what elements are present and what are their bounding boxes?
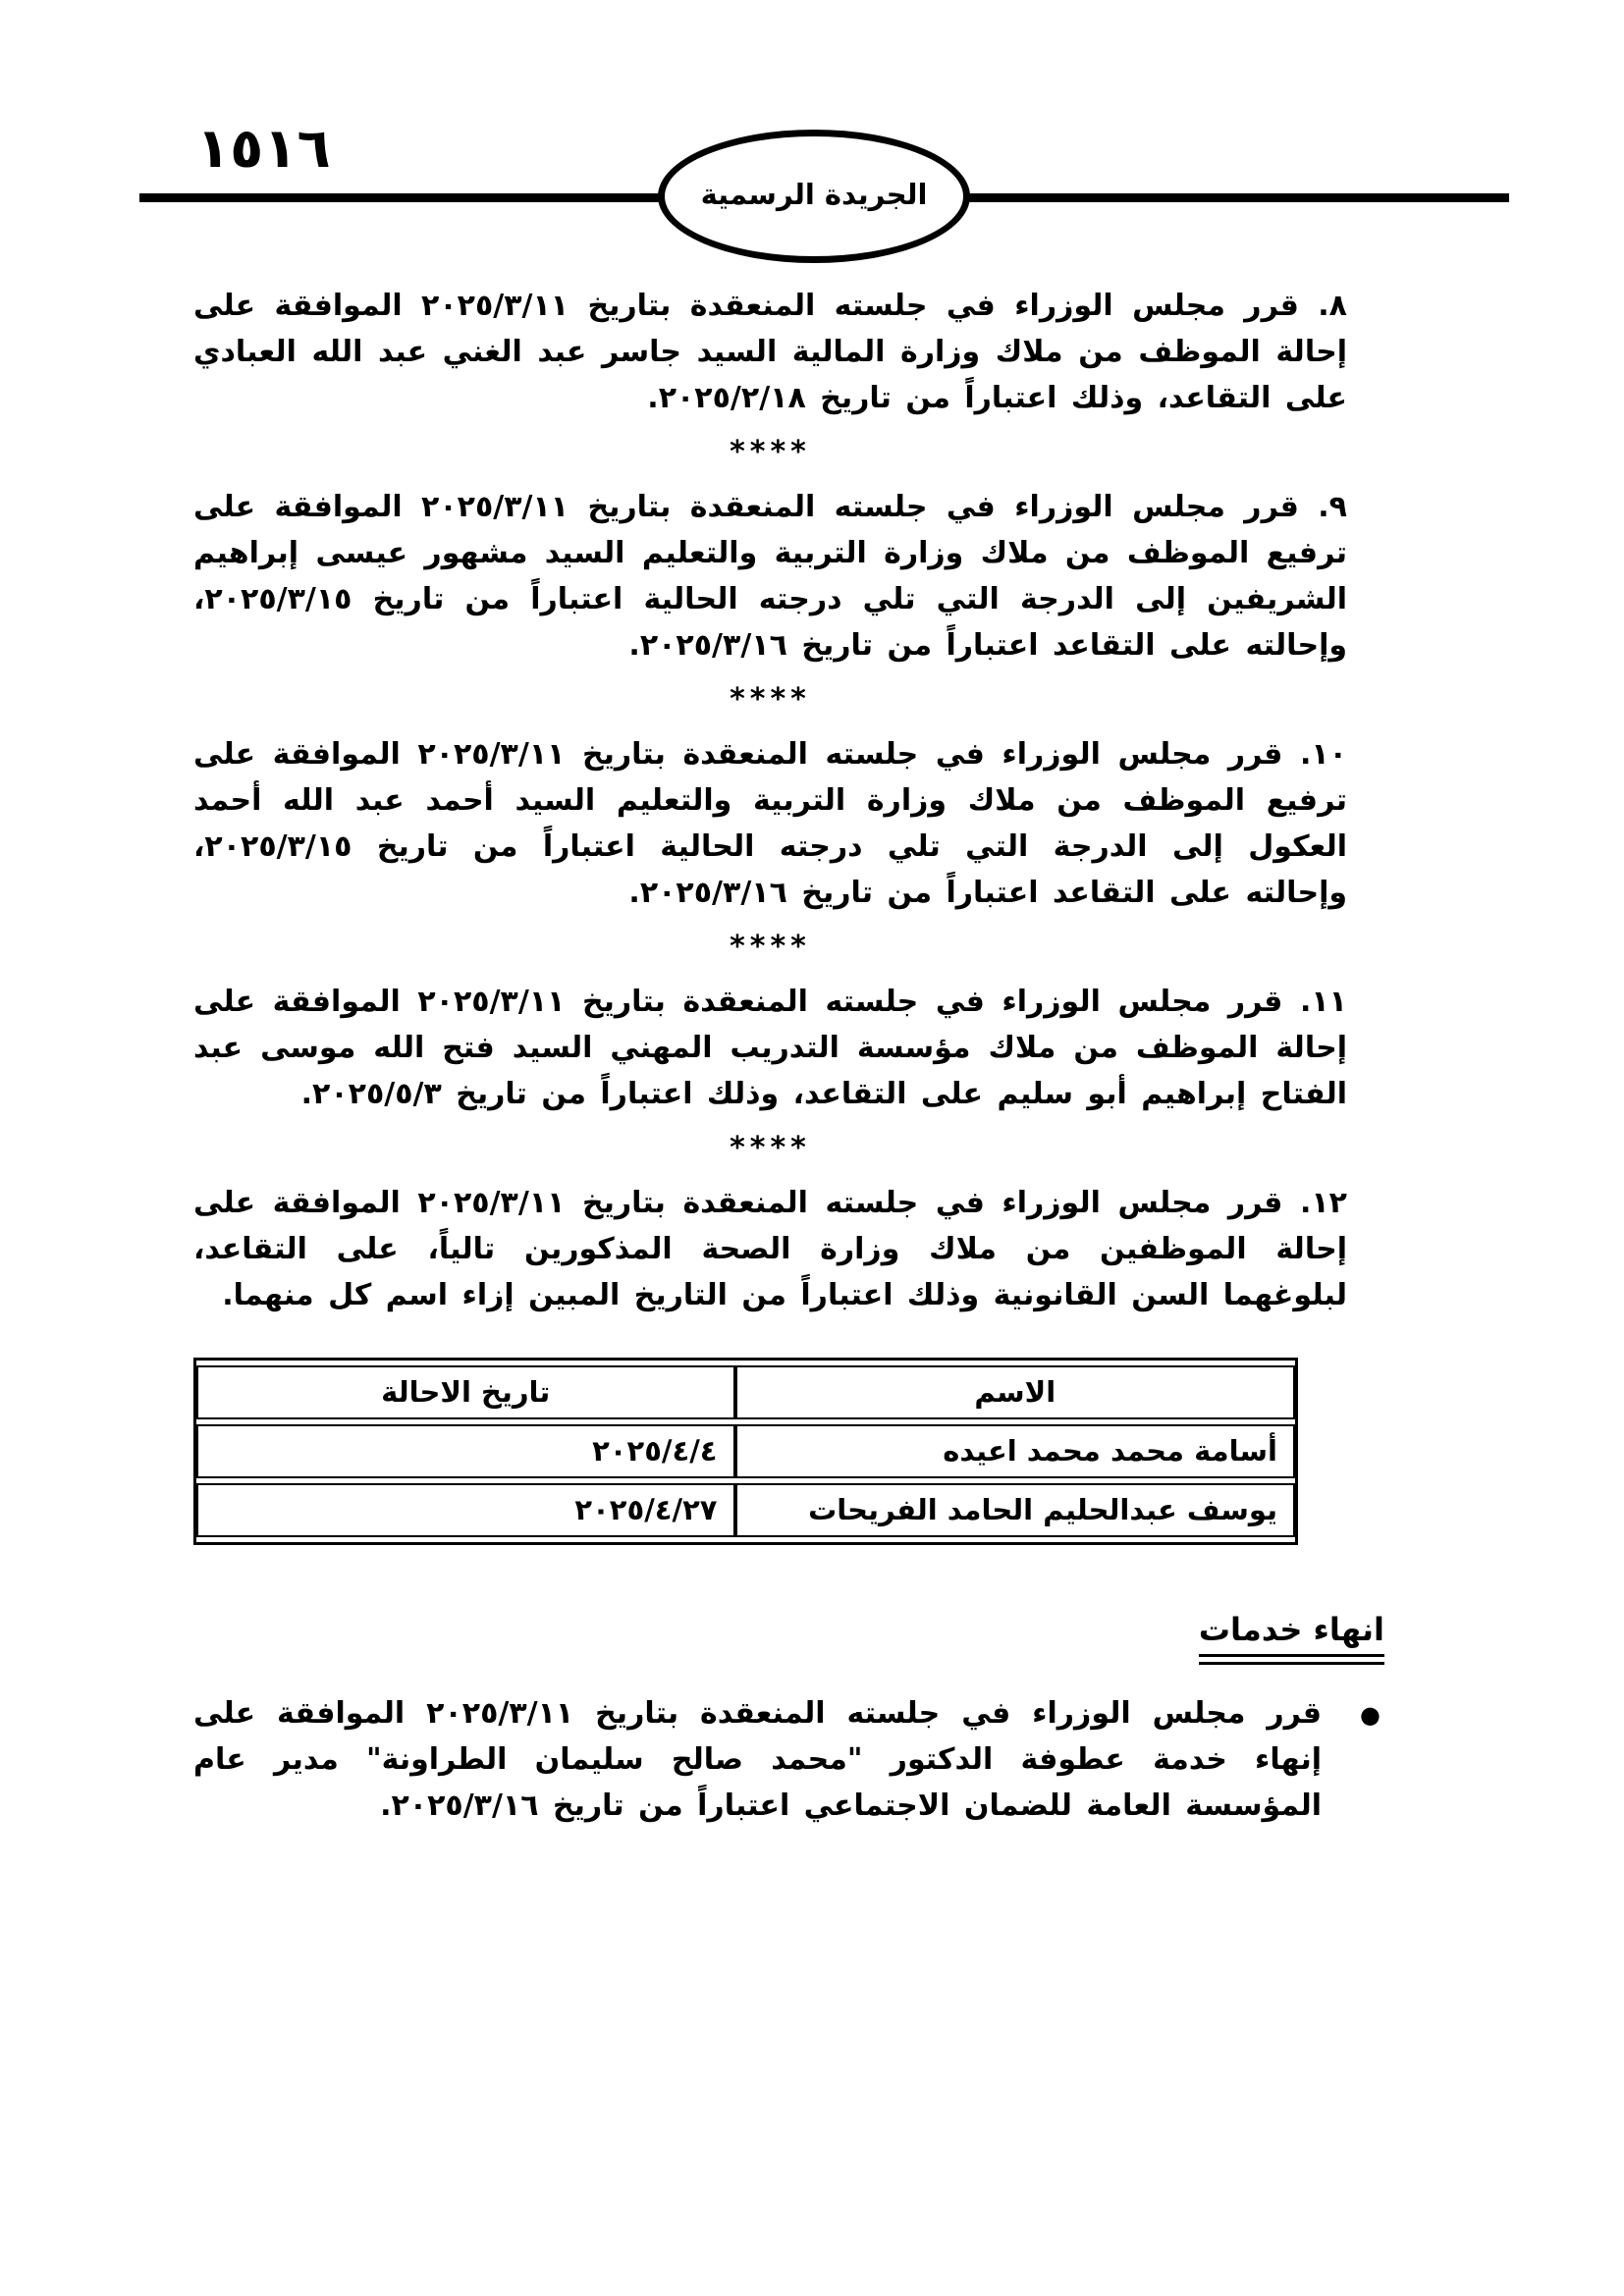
separator-stars: **** <box>730 1131 811 1165</box>
table-header-date: تاريخ الاحالة <box>196 1365 735 1419</box>
separator-stars: **** <box>730 682 811 717</box>
date-cell: ٢٠٢٥/٤/٤ <box>196 1424 735 1478</box>
name-cell: أسامة محمد محمد اعيده <box>735 1424 1296 1478</box>
decision-item-10 <box>193 731 1347 916</box>
name-cell: يوسف عبدالحليم الحامد الفريحات <box>735 1483 1296 1537</box>
table-header-row <box>196 1365 1295 1419</box>
table-row <box>196 1424 1295 1478</box>
masthead-oval <box>658 130 970 263</box>
section-heading-underline <box>1199 1608 1384 1665</box>
decision-text: قرر مجلس الوزراء في جلسته المنعقدة بتاريخ ٢٠٢٥/٣/١١ الموافقة على إحالة الموظف من ملاك مؤسسة التدريب المهني السيد فتح الله موسى عبد الفتاح إبراهيم أبو سليم على التقاعد، وذلك اعتباراً من تاريخ ٢٠٢٥/٥/٣. <box>193 985 1347 1111</box>
date-cell: ٢٠٢٥/٤/٢٧ <box>196 1483 735 1537</box>
bullet-icon: ● <box>1360 1701 1380 1729</box>
section-heading-row <box>193 1608 1384 1665</box>
decision-number: ٨. <box>1318 289 1347 323</box>
decision-number: ٩. <box>1318 490 1347 524</box>
decision-text: قرر مجلس الوزراء في جلسته المنعقدة بتاريخ ٢٠٢٥/٣/١١ الموافقة على ترفيع الموظف من ملاك وزارة التربية والتعليم السيد أحمد عبد الله أحمد العكول إلى الدرجة التي تلي درجته الحالية اعتباراً من تاريخ ٢٠٢٥/٣/١٥، وإحالته على التقاعد اعتباراً من تاريخ ٢٠٢٥/٣/١٦. <box>193 737 1347 910</box>
decision-item-9 <box>193 484 1347 668</box>
masthead-title: الجريدة الرسمية <box>700 178 928 211</box>
content-area <box>193 283 1384 1829</box>
decision-text: قرر مجلس الوزراء في جلسته المنعقدة بتاريخ ٢٠٢٥/٣/١١ الموافقة على ترفيع الموظف من ملاك وزارة التربية والتعليم السيد مشهور عيسى إبراهيم الشريفين إلى الدرجة التي تلي درجته الحالية اعتباراً من تاريخ ٢٠٢٥/٣/١٥، وإحالته على التقاعد اعتباراً من تاريخ ٢٠٢٥/٣/١٦. <box>193 490 1347 663</box>
bullet-item <box>193 1690 1384 1829</box>
page-number: ١٥١٦ <box>196 117 331 181</box>
decision-number: ١٠. <box>1299 737 1347 772</box>
referrals-table <box>193 1358 1298 1545</box>
decision-text: قرر مجلس الوزراء في جلسته المنعقدة بتاريخ ٢٠٢٥/٣/١١ الموافقة على إحالة الموظفين من ملاك وزارة الصحة المذكورين تالياً، على التقاعد، لبلوغهما السن القانونية وذلك اعتباراً من التاريخ المبين إزاء اسم كل منهما. <box>193 1186 1347 1312</box>
decision-number: ١٢. <box>1299 1186 1347 1220</box>
section-heading: انهاء خدمات <box>1199 1611 1384 1657</box>
table-header-name: الاسم <box>735 1365 1296 1419</box>
table-row <box>196 1483 1295 1537</box>
decision-number: ١١. <box>1299 985 1347 1019</box>
decision-item-12 <box>193 1180 1347 1318</box>
separator-stars: **** <box>730 435 811 469</box>
decision-item-11 <box>193 979 1347 1117</box>
decision-text: قرر مجلس الوزراء في جلسته المنعقدة بتاريخ ٢٠٢٥/٣/١١ الموافقة على إحالة الموظف من ملاك وزارة المالية السيد جاسر عبد الغني عبد الله العبادي على التقاعد، وذلك اعتباراً من تاريخ ٢٠٢٥/٢/١٨. <box>193 289 1347 415</box>
decision-item-8 <box>193 283 1347 421</box>
separator-stars: **** <box>730 930 811 964</box>
bullet-text: قرر مجلس الوزراء في جلسته المنعقدة بتاريخ ٢٠٢٥/٣/١١ الموافقة على إنهاء خدمة عطوفة الدكتور "محمد صالح سليمان الطراونة" مدير عام المؤسسة العامة للضمان الاجتماعي اعتباراً من تاريخ ٢٠٢٥/٣/١٦. <box>193 1696 1322 1823</box>
